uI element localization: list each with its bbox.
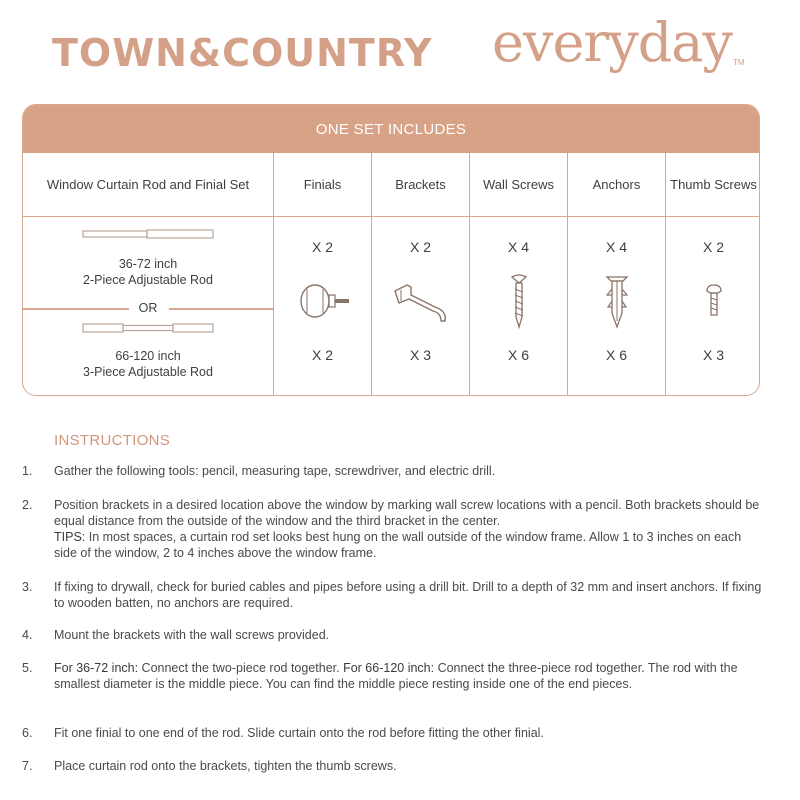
step-number: 6.	[22, 726, 33, 740]
wall-screws-column-header: Wall Screws	[470, 153, 567, 217]
anchors-column-header: Anchors	[568, 153, 665, 217]
instruction-step	[22, 497, 762, 561]
wall-screws-qty-three-piece: X 6	[507, 347, 529, 363]
brackets-column	[371, 153, 469, 395]
instructions-title: INSTRUCTIONS	[54, 432, 171, 449]
step-number: 1.	[22, 464, 33, 478]
step-number: 2.	[22, 498, 33, 512]
instruction-step	[22, 579, 762, 611]
rod-3-piece-label: For 66-120 inch:	[343, 661, 435, 675]
instruction-step	[22, 758, 762, 774]
brand-primary-wordmark: TOWN&COUNTRY	[52, 31, 433, 75]
finial-icon	[293, 281, 353, 321]
rod-option-size: 36-72 inch	[118, 257, 178, 271]
finials-column-header: Finials	[274, 153, 371, 217]
thumb-screws-qty-two-piece: X 2	[702, 239, 724, 255]
step-text: Connect the three-piece rod together. The rod with the smallest diameter is the middle piece. You can find the middle piece resting inside one of the end pieces.	[54, 661, 738, 691]
brand-logo	[0, 11, 800, 94]
divider-line	[169, 308, 273, 310]
step-number: 5.	[22, 661, 33, 675]
or-divider	[23, 301, 273, 315]
finials-column	[273, 153, 371, 395]
thumb-screws-qty-three-piece: X 3	[702, 347, 724, 363]
step-body	[54, 497, 762, 561]
three-piece-rod-icon	[82, 323, 214, 333]
trademark-mark: TM	[733, 58, 745, 67]
instruction-step	[22, 463, 762, 479]
thumb-screw-icon	[704, 283, 724, 319]
anchors-qty-two-piece: X 4	[605, 239, 627, 255]
brand-secondary-wordmark: everyday	[492, 11, 733, 74]
step-number: 3.	[22, 580, 33, 594]
wall-screw-icon	[509, 273, 529, 329]
rod-option-size: 66-120 inch	[115, 349, 181, 363]
step-text: Position brackets in a desired location above the window by marking wall screw locations with a pencil. Both brackets should be equal distance from the outside of the window and the third bracket in the center.	[54, 498, 760, 528]
instruction-step	[22, 725, 762, 741]
set-includes-header: ONE SET INCLUDES	[23, 105, 759, 153]
instruction-step	[22, 660, 762, 692]
finials-qty-three-piece: X 2	[311, 347, 333, 363]
thumb-screws-column-header: Thumb Screws	[666, 153, 760, 217]
step-text: Connect the two-piece rod together.	[138, 661, 344, 675]
thumb-screws-column	[665, 153, 760, 395]
tips-text: In most spaces, a curtain rod set looks best hung on the wall outside of the window frame. Allow 1 to 3 inches on each side of the window, 2 to 4 inches above the window frame.	[54, 530, 742, 560]
brackets-qty-two-piece: X 2	[409, 239, 431, 255]
step-text: Mount the brackets with the wall screws provided.	[54, 628, 330, 642]
wall-screws-qty-two-piece: X 4	[507, 239, 529, 255]
two-piece-rod-icon	[82, 229, 214, 239]
wall-screws-column	[469, 153, 567, 395]
rod-set-column-header: Window Curtain Rod and Finial Set	[23, 153, 273, 217]
or-label: OR	[138, 301, 158, 315]
brackets-column-header: Brackets	[372, 153, 469, 217]
step-number: 4.	[22, 628, 33, 642]
tips-label: TIPS:	[54, 530, 86, 544]
anchors-column	[567, 153, 665, 395]
rod-option-desc: 2-Piece Adjustable Rod	[83, 273, 213, 287]
step-number: 7.	[22, 759, 33, 773]
step-text: Fit one finial to one end of the rod. Slide curtain onto the rod before fitting the other finial.	[54, 726, 544, 740]
anchor-icon	[603, 273, 631, 329]
anchors-qty-three-piece: X 6	[605, 347, 627, 363]
step-body	[54, 660, 762, 692]
rod-option-desc: 3-Piece Adjustable Rod	[83, 365, 213, 379]
rod-2-piece-label: For 36-72 inch:	[54, 661, 139, 675]
step-text: Gather the following tools: pencil, measuring tape, screwdriver, and electric drill.	[54, 464, 496, 478]
bracket-icon	[389, 281, 453, 325]
rod-set-column	[23, 153, 273, 395]
instruction-step	[22, 627, 762, 643]
step-text: Place curtain rod onto the brackets, tighten the thumb screws.	[54, 759, 397, 773]
finials-qty-two-piece: X 2	[311, 239, 333, 255]
step-text: If fixing to drywall, check for buried cables and pipes before using a drill bit. Drill to a depth of 32 mm and insert anchors. If fixing to wooden batten, no anchors are required.	[54, 580, 762, 610]
set-includes-table	[22, 104, 760, 396]
brackets-qty-three-piece: X 3	[409, 347, 431, 363]
